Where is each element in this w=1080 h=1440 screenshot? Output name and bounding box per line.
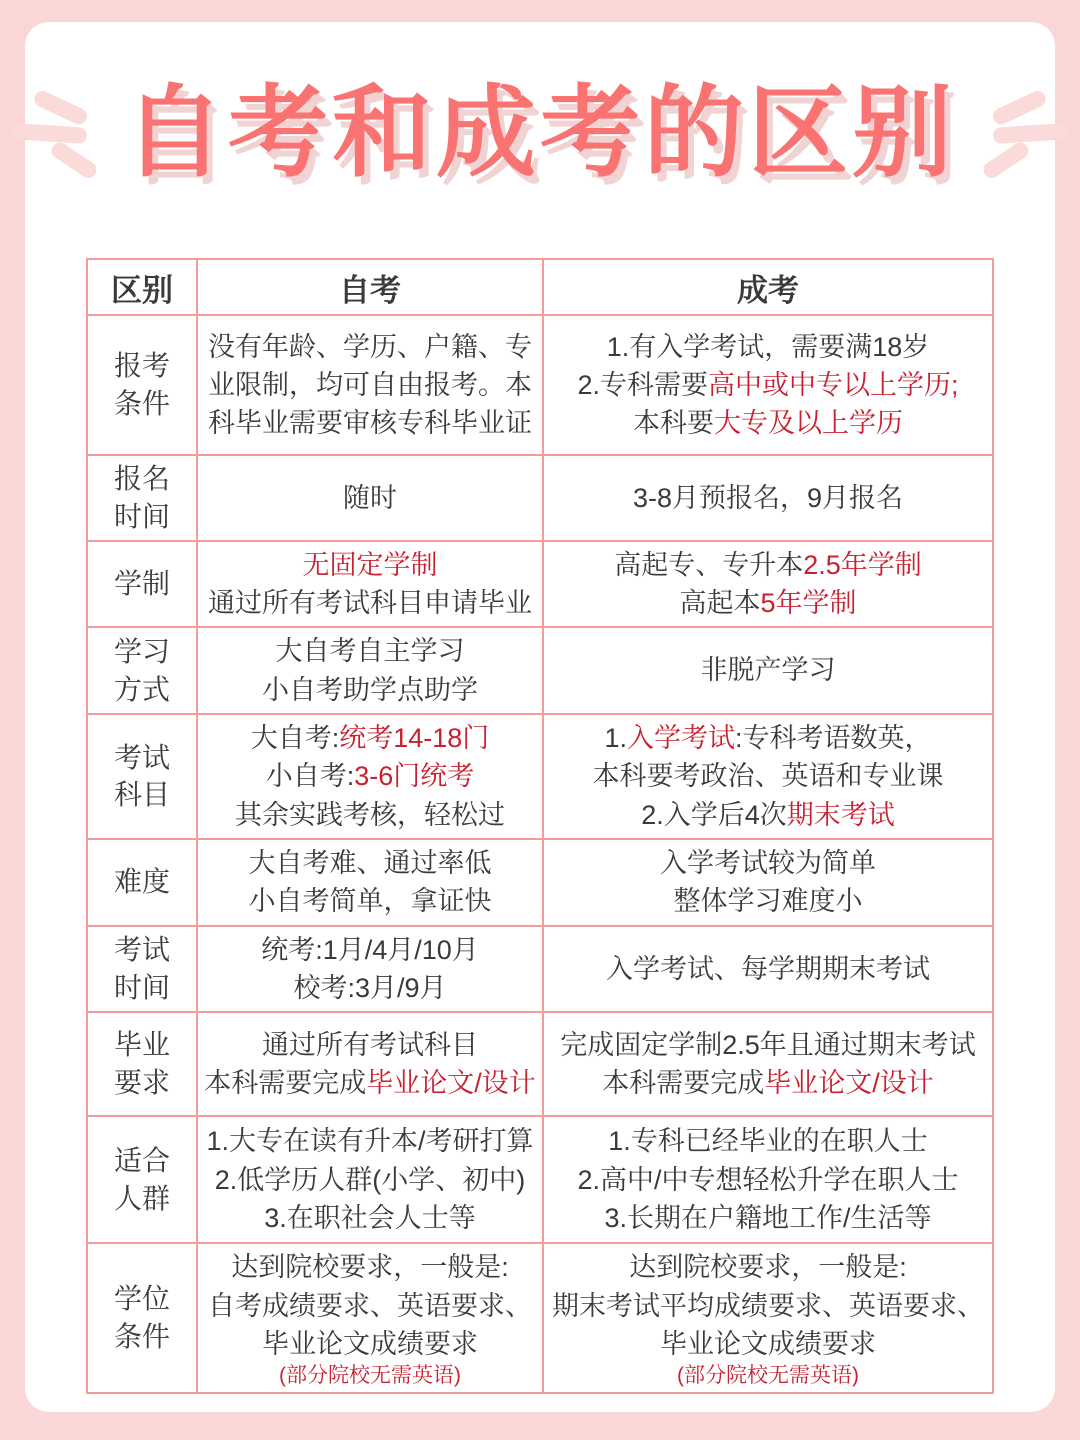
chengkao-cell	[543, 926, 993, 1013]
text-line: 整体学习难度小	[673, 886, 863, 917]
table-row	[87, 714, 993, 839]
text-line: 期末考试平均成绩要求、英语要求、	[552, 1290, 984, 1321]
text-line: 高起专、专升本2.5年学制	[614, 549, 922, 580]
table-row	[87, 1243, 993, 1393]
text-line: 本科需要完成毕业论文/设计	[204, 1068, 536, 1099]
sparkle-right-icon	[984, 83, 1070, 183]
text-line: 完成固定学制2.5年且通过期末考试	[560, 1029, 976, 1060]
text-line: 达到院校要求，一般是:	[629, 1252, 907, 1283]
text-line: 高起本5年学制	[679, 587, 857, 618]
zikao-cell	[197, 1116, 543, 1243]
header-cell-zikao: 自考	[197, 259, 543, 315]
text-line: 毕业论文成绩要求	[660, 1328, 876, 1359]
table-row	[87, 1012, 993, 1116]
table-row	[87, 1116, 993, 1243]
text-line: 非脱产学习	[700, 655, 836, 686]
row-label-cell: 适合 人群	[87, 1116, 197, 1243]
table-row	[87, 541, 993, 628]
text-line: 本科需要完成毕业论文/设计	[602, 1068, 934, 1099]
text-line: (部分院校无需英语)	[279, 1364, 461, 1388]
row-label-cell: 报名 时间	[87, 455, 197, 541]
text-line: 2.专科需要高中或中专以上学历;	[577, 369, 959, 400]
text-line: 大自考自主学习	[275, 636, 465, 667]
text-line: 自考成绩要求、英语要求、	[208, 1290, 532, 1321]
comparison-table	[86, 258, 994, 1394]
chengkao-cell	[543, 315, 993, 455]
row-label-cell: 学习 方式	[87, 627, 197, 714]
text-line: 小自考简单，拿证快	[248, 886, 492, 917]
table-header-row	[87, 259, 993, 315]
text-line: 3.长期在户籍地工作/生活等	[604, 1202, 932, 1233]
text-line: 1.专科已经毕业的在职人士	[608, 1126, 928, 1157]
chengkao-cell	[543, 1243, 993, 1393]
text-line: 小自考助学点助学	[262, 674, 478, 705]
text-line: 2.高中/中专想轻松升学在职人士	[577, 1164, 959, 1195]
text-line: 通过所有考试科目	[262, 1029, 478, 1060]
text-line: 统考:1月/4月/10月	[261, 934, 479, 965]
text-line: 入学考试、每学期期末考试	[606, 953, 930, 984]
text-line: 2.入学后4次期末考试	[641, 799, 895, 830]
chengkao-cell	[543, 839, 993, 926]
chengkao-cell	[543, 455, 993, 541]
title-banner	[25, 72, 1055, 194]
comparison-table-body	[87, 315, 993, 1393]
row-label-cell: 考试 科目	[87, 714, 197, 839]
table-row	[87, 627, 993, 714]
row-label-cell: 学位 条件	[87, 1243, 197, 1393]
row-label-cell: 学制	[87, 541, 197, 628]
sparkle-left-icon	[10, 83, 96, 183]
zikao-cell	[197, 714, 543, 839]
row-label-cell: 毕业 要求	[87, 1012, 197, 1116]
text-line: 大自考:统考14-18门	[250, 722, 490, 753]
poster-card	[25, 22, 1055, 1412]
text-line: 没有年龄、学历、户籍、专	[208, 331, 532, 362]
table-row	[87, 926, 993, 1013]
chengkao-cell	[543, 714, 993, 839]
text-line: 大自考难、通过率低	[248, 847, 492, 878]
text-line: 本科要大专及以上学历	[633, 408, 903, 439]
text-line: 小自考:3-6门统考	[265, 761, 475, 792]
zikao-cell	[197, 541, 543, 628]
table-row	[87, 315, 993, 455]
table-row	[87, 839, 993, 926]
text-line: 1.有入学考试，需要满18岁	[606, 331, 930, 362]
text-line: 入学考试较为简单	[660, 847, 876, 878]
text-line: 1.入学考试:专科考语数英，	[604, 722, 932, 753]
page-title: 自考和成考的区别	[124, 77, 956, 189]
chengkao-cell	[543, 541, 993, 628]
text-line: 其余实践考核，轻松过	[235, 799, 505, 830]
zikao-cell	[197, 926, 543, 1013]
text-line: 3.在职社会人士等	[264, 1202, 476, 1233]
text-line: 本科要考政治、英语和专业课	[592, 761, 944, 792]
zikao-cell	[197, 315, 543, 455]
table-row	[87, 455, 993, 541]
header-cell-difference: 区别	[87, 259, 197, 315]
header-cell-chengkao: 成考	[543, 259, 993, 315]
chengkao-cell	[543, 627, 993, 714]
text-line: 1.大专在读有升本/考研打算	[206, 1126, 534, 1157]
text-line: (部分院校无需英语)	[677, 1364, 859, 1388]
text-line: 科毕业需要审核专科毕业证	[208, 408, 532, 439]
text-line: 无固定学制	[302, 549, 438, 580]
text-line: 随时	[343, 482, 397, 513]
chengkao-cell	[543, 1116, 993, 1243]
zikao-cell	[197, 1243, 543, 1393]
zikao-cell	[197, 455, 543, 541]
text-line: 通过所有考试科目申请毕业	[208, 587, 532, 618]
text-line: 3-8月预报名，9月报名	[632, 482, 904, 513]
text-line: 业限制，均可自由报考。本	[208, 369, 532, 400]
chengkao-cell	[543, 1012, 993, 1116]
row-label-cell: 考试 时间	[87, 926, 197, 1013]
text-line: 2.低学历人群(小学、初中)	[214, 1164, 526, 1195]
zikao-cell	[197, 1012, 543, 1116]
text-line: 校考:3月/9月	[293, 972, 447, 1003]
row-label-cell: 难度	[87, 839, 197, 926]
zikao-cell	[197, 627, 543, 714]
text-line: 达到院校要求，一般是:	[231, 1252, 509, 1283]
zikao-cell	[197, 839, 543, 926]
row-label-cell: 报考 条件	[87, 315, 197, 455]
text-line: 毕业论文成绩要求	[262, 1328, 478, 1359]
